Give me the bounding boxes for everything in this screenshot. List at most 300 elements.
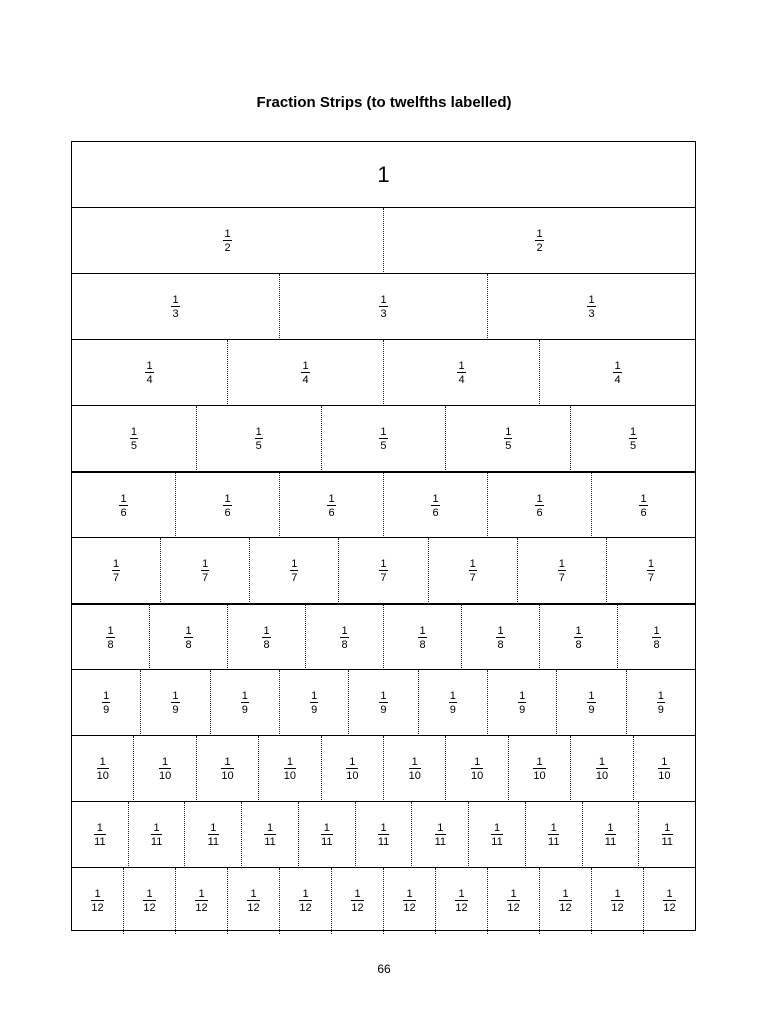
- strip-cell: [227, 868, 279, 934]
- fraction-bar: [346, 768, 358, 769]
- strip-cell: [383, 208, 695, 274]
- strip-cell: [149, 605, 227, 670]
- fraction-label: [346, 756, 358, 782]
- fraction-label: [548, 822, 559, 848]
- strip-cell: [321, 736, 383, 802]
- fraction-bar: [130, 438, 138, 439]
- fraction-bar: [435, 834, 446, 835]
- fraction-bar: [255, 438, 263, 439]
- numerator: 1: [172, 690, 179, 702]
- numerator: 1: [406, 888, 413, 900]
- strip-cell: [556, 670, 625, 736]
- fraction-bar: [171, 702, 179, 703]
- fraction-label: [587, 294, 595, 320]
- denominator: 7: [558, 572, 565, 584]
- strip-cell: [539, 340, 695, 406]
- numerator: 1: [286, 756, 293, 768]
- fraction-bar: [431, 505, 439, 506]
- denominator: 10: [158, 770, 172, 782]
- fraction-bar: [208, 834, 219, 835]
- numerator: 1: [640, 492, 647, 505]
- fraction-bar: [613, 372, 621, 373]
- fraction-bar: [299, 900, 311, 901]
- fraction-label: [171, 294, 179, 320]
- denominator: 10: [221, 770, 234, 782]
- denominator: 10: [408, 770, 421, 782]
- denominator: 12: [91, 902, 104, 914]
- denominator: 6: [640, 506, 647, 519]
- fraction-bar: [94, 834, 105, 835]
- denominator: 11: [434, 836, 446, 848]
- fraction-label: [657, 690, 665, 716]
- fraction-bar: [409, 768, 421, 769]
- strip-11ths: [72, 801, 695, 868]
- denominator: 2: [224, 242, 231, 254]
- fraction-label: [611, 888, 623, 914]
- fraction-label: [662, 822, 673, 848]
- fraction-bar: [340, 637, 348, 638]
- denominator: 5: [505, 440, 512, 452]
- strip-cell: [539, 605, 617, 670]
- fraction-bar: [91, 900, 103, 901]
- denominator: 6: [224, 506, 231, 519]
- fraction-label: [327, 493, 335, 519]
- fraction-bar: [496, 637, 504, 638]
- fraction-label: [195, 888, 207, 914]
- fraction-bar: [457, 372, 465, 373]
- denominator: 9: [103, 704, 110, 716]
- strip-cell: [428, 538, 517, 604]
- strip-4ths: [72, 339, 695, 406]
- numerator: 1: [267, 822, 274, 834]
- denominator: 9: [449, 704, 456, 716]
- fraction-label: [518, 690, 526, 716]
- strip-cell: [338, 538, 427, 604]
- fraction-label: [535, 228, 543, 254]
- strip-cell: [72, 406, 196, 472]
- numerator: 1: [493, 822, 501, 834]
- fraction-label: [102, 690, 110, 716]
- fraction-label: [351, 888, 363, 914]
- numerator: 1: [291, 558, 298, 570]
- numerator: 1: [664, 822, 671, 834]
- strip-cell: [196, 736, 258, 802]
- denominator: 12: [559, 902, 572, 914]
- fraction-label: [106, 625, 114, 651]
- strip-cell: [123, 868, 175, 934]
- fraction-bar: [262, 637, 270, 638]
- fraction-bar: [223, 505, 231, 506]
- denominator: 11: [548, 836, 560, 848]
- denominator: 5: [130, 440, 137, 452]
- numerator: 1: [380, 294, 387, 306]
- fraction-bar: [247, 900, 259, 901]
- fraction-label: [449, 690, 457, 716]
- numerator: 1: [647, 558, 654, 570]
- denominator: 2: [536, 242, 543, 254]
- strip-cell: [445, 736, 507, 802]
- fraction-label: [340, 625, 348, 651]
- numerator: 1: [103, 690, 110, 702]
- fraction-label: [290, 558, 298, 584]
- fraction-label: [613, 360, 621, 386]
- denominator: 7: [647, 572, 654, 584]
- fraction-label: [403, 888, 415, 914]
- strip-cell: [72, 670, 140, 736]
- fraction-bar: [301, 372, 309, 373]
- numerator: 1: [210, 822, 217, 834]
- denominator: 11: [94, 836, 106, 848]
- denominator: 8: [107, 638, 114, 651]
- numerator: 1: [497, 624, 504, 637]
- fraction-bar: [310, 702, 318, 703]
- fraction-label: [379, 426, 387, 452]
- fraction-label: [223, 493, 231, 519]
- fraction-bar: [491, 834, 502, 835]
- fraction-bar: [535, 240, 543, 241]
- denominator: 8: [653, 638, 660, 651]
- fraction-bar: [151, 834, 162, 835]
- strip-cell: [279, 274, 487, 340]
- denominator: 12: [507, 902, 520, 914]
- denominator: 10: [471, 770, 484, 782]
- strip-cell: [210, 670, 279, 736]
- numerator: 1: [536, 756, 543, 768]
- strip-cell: [383, 868, 435, 934]
- fraction-label: [491, 822, 502, 848]
- numerator: 1: [536, 492, 543, 505]
- page-title: Fraction Strips (to twelfths labelled): [256, 94, 512, 111]
- numerator: 1: [162, 756, 169, 768]
- strip-cell: [411, 802, 468, 868]
- fraction-label: [321, 822, 332, 848]
- numerator: 1: [107, 624, 114, 637]
- fraction-bar: [97, 768, 109, 769]
- page-number: 66: [377, 962, 391, 976]
- fraction-bar: [290, 570, 298, 571]
- denominator: 11: [377, 836, 390, 848]
- fraction-bar: [507, 900, 519, 901]
- strip-cell: [525, 802, 582, 868]
- strip-cell: [184, 802, 241, 868]
- denominator: 9: [241, 704, 248, 716]
- denominator: 8: [185, 638, 192, 651]
- strip-cell: [468, 802, 525, 868]
- strip-cell: [160, 538, 249, 604]
- fraction-label: [574, 625, 582, 651]
- fraction-bar: [559, 900, 571, 901]
- fraction-label: [507, 888, 519, 914]
- numerator: 1: [328, 492, 335, 505]
- fraction-bar: [455, 900, 467, 901]
- fraction-label: [378, 822, 389, 848]
- fraction-label: [379, 294, 387, 320]
- numerator: 1: [558, 558, 565, 570]
- fraction-bar: [418, 637, 426, 638]
- denominator: 5: [630, 440, 637, 452]
- numerator: 1: [657, 690, 664, 702]
- denominator: 12: [195, 902, 208, 914]
- denominator: 10: [96, 770, 109, 782]
- denominator: 4: [146, 374, 153, 386]
- numerator: 1: [380, 426, 387, 438]
- fraction-label: [379, 558, 387, 584]
- denominator: 12: [611, 902, 624, 914]
- fraction-label: [241, 690, 249, 716]
- fraction-bar: [611, 900, 623, 901]
- numerator: 1: [224, 756, 231, 768]
- strip-cell: [383, 736, 445, 802]
- numerator: 1: [302, 888, 309, 900]
- strip-cell: [591, 473, 695, 538]
- denominator: 3: [380, 308, 387, 320]
- numerator: 1: [536, 228, 543, 240]
- denominator: 11: [207, 836, 220, 848]
- fraction-bar: [264, 834, 275, 835]
- numerator: 1: [432, 492, 439, 505]
- numerator: 1: [474, 756, 481, 768]
- numerator: 1: [250, 888, 257, 900]
- fraction-label: [409, 756, 421, 782]
- fraction-bar: [284, 768, 296, 769]
- numerator: 1: [120, 492, 127, 505]
- strip-cell: [383, 473, 487, 538]
- strip-cell: [227, 340, 383, 406]
- fraction-bar: [587, 702, 595, 703]
- strip-cell: [508, 736, 570, 802]
- denominator: 7: [469, 572, 476, 584]
- fraction-label: [418, 625, 426, 651]
- strip-cell: [517, 538, 606, 604]
- fraction-label: [310, 690, 318, 716]
- fraction-bar: [469, 570, 477, 571]
- fraction-bar: [106, 637, 114, 638]
- denominator: 8: [263, 638, 270, 651]
- numerator: 1: [224, 228, 231, 240]
- numerator: 1: [185, 624, 192, 637]
- numerator: 1: [241, 690, 248, 702]
- strip-12ths: [72, 867, 695, 934]
- strip-cell: [72, 274, 279, 340]
- fraction-bar: [629, 438, 637, 439]
- numerator: 1: [341, 624, 348, 637]
- fraction-label: [469, 558, 477, 584]
- numerator: 1: [224, 492, 231, 505]
- strip-cell: [72, 868, 123, 934]
- denominator: 10: [533, 770, 546, 782]
- strip-cell: [383, 605, 461, 670]
- fraction-strips: [71, 141, 696, 931]
- strip-cell: [487, 473, 591, 538]
- fraction-label: [496, 625, 504, 651]
- fraction-bar: [351, 900, 363, 901]
- fraction-bar: [145, 372, 153, 373]
- strip-cell: [196, 406, 321, 472]
- numerator: 1: [380, 558, 387, 570]
- fraction-label: [143, 888, 155, 914]
- fraction-bar: [379, 702, 387, 703]
- denominator: 7: [380, 572, 387, 584]
- denominator: 7: [113, 572, 120, 584]
- fraction-label: [535, 493, 543, 519]
- denominator: 9: [380, 704, 387, 716]
- fraction-label: [130, 426, 138, 452]
- numerator: 1: [630, 426, 637, 438]
- fraction-label: [112, 558, 120, 584]
- fraction-label: [431, 493, 439, 519]
- strip-cell: [279, 868, 331, 934]
- denominator: 11: [150, 836, 163, 848]
- denominator: 10: [595, 770, 609, 782]
- fraction-bar: [535, 505, 543, 506]
- fraction-bar: [184, 637, 192, 638]
- fraction-bar: [449, 702, 457, 703]
- denominator: 12: [455, 902, 468, 914]
- fraction-bar: [327, 505, 335, 506]
- numerator: 1: [550, 822, 557, 834]
- strip-cell: [249, 538, 338, 604]
- denominator: 7: [202, 572, 209, 584]
- strip-cell: [72, 340, 227, 406]
- fraction-label: [247, 888, 259, 914]
- fraction-bar: [221, 768, 233, 769]
- fraction-label: [647, 558, 655, 584]
- numerator: 1: [437, 822, 444, 834]
- denominator: 10: [283, 770, 297, 782]
- numerator: 1: [575, 624, 582, 637]
- numerator: 1: [146, 888, 153, 900]
- fraction-bar: [548, 834, 559, 835]
- fraction-bar: [223, 240, 231, 241]
- fraction-bar: [574, 637, 582, 638]
- fraction-label: [533, 756, 545, 782]
- denominator: 8: [497, 638, 504, 651]
- numerator: 1: [172, 294, 179, 306]
- fraction-bar: [558, 570, 566, 571]
- numerator: 1: [96, 822, 103, 834]
- denominator: 4: [614, 374, 621, 386]
- fraction-label: [223, 228, 231, 254]
- fraction-label: [558, 558, 566, 584]
- numerator: 1: [323, 822, 330, 834]
- fraction-label: [151, 822, 162, 848]
- fraction-label: [145, 360, 153, 386]
- strip-cell: [140, 670, 209, 736]
- strip-cell: [445, 406, 570, 472]
- numerator: 1: [458, 360, 465, 372]
- fraction-label: [596, 756, 608, 782]
- fraction-bar: [504, 438, 512, 439]
- denominator: 7: [291, 572, 298, 584]
- numerator: 1: [302, 360, 309, 372]
- fraction-bar: [403, 900, 415, 901]
- fraction-label: [264, 822, 275, 848]
- strip-9ths: [72, 669, 695, 736]
- fraction-bar: [195, 900, 207, 901]
- denominator: 12: [299, 902, 312, 914]
- strip-cell: [487, 868, 539, 934]
- fraction-label: [159, 756, 171, 782]
- denominator: 11: [264, 836, 276, 848]
- numerator: 1: [255, 426, 262, 438]
- denominator: 12: [403, 902, 416, 914]
- numerator: 1: [653, 624, 660, 637]
- strip-cell: [258, 736, 320, 802]
- numerator: 1: [146, 360, 153, 372]
- strip-whole: [72, 142, 695, 208]
- numerator: 1: [598, 756, 606, 768]
- strip-cell: [72, 538, 160, 604]
- denominator: 11: [661, 836, 673, 848]
- strip-cell: [72, 736, 133, 802]
- numerator: 1: [99, 756, 106, 768]
- fraction-label: [221, 756, 233, 782]
- numerator: 1: [661, 756, 668, 768]
- strip-cell: [633, 736, 695, 802]
- denominator: 3: [588, 308, 595, 320]
- fraction-label: [652, 625, 660, 651]
- strip-cell: [355, 802, 412, 868]
- strip-7ths: [72, 537, 695, 604]
- strip-cell: [305, 605, 383, 670]
- denominator: 12: [351, 902, 364, 914]
- strip-cell: [241, 802, 298, 868]
- numerator: 1: [94, 888, 101, 900]
- fraction-bar: [662, 834, 673, 835]
- numerator: 1: [614, 888, 621, 900]
- denominator: 10: [346, 770, 359, 782]
- fraction-label: [97, 756, 109, 782]
- strip-cell: [279, 473, 383, 538]
- fraction-bar: [518, 702, 526, 703]
- fraction-bar: [379, 306, 387, 307]
- strip-cell: [133, 736, 195, 802]
- denominator: 6: [120, 506, 127, 519]
- strip-cell: [348, 670, 417, 736]
- strip-cell: [128, 802, 185, 868]
- denominator: 6: [328, 506, 335, 519]
- fraction-label: [639, 493, 647, 519]
- strip-cell: [72, 473, 175, 538]
- numerator: 1: [519, 690, 526, 702]
- fraction-label: [301, 360, 309, 386]
- strip-cell: [383, 340, 539, 406]
- numerator: 1: [666, 888, 673, 900]
- strip-5ths: [72, 405, 695, 472]
- fraction-label: [201, 558, 209, 584]
- fraction-label: [663, 888, 675, 914]
- fraction-label: [379, 690, 387, 716]
- fraction-bar: [647, 570, 655, 571]
- numerator: 1: [202, 558, 209, 570]
- strip-cell: [582, 802, 639, 868]
- fraction-label: [299, 888, 311, 914]
- fraction-bar: [102, 702, 110, 703]
- strip-cell: [643, 868, 695, 934]
- numerator: 1: [510, 888, 517, 900]
- strip-cell: [617, 605, 695, 670]
- fraction-bar: [379, 570, 387, 571]
- fraction-bar: [657, 702, 665, 703]
- fraction-label: [91, 888, 103, 914]
- fraction-label: [605, 822, 616, 848]
- strip-cell: [570, 406, 695, 472]
- fraction-label: [94, 822, 105, 848]
- strip-10ths: [72, 735, 695, 802]
- fraction-bar: [119, 505, 127, 506]
- fraction-bar: [112, 570, 120, 571]
- fraction-label: [255, 426, 263, 452]
